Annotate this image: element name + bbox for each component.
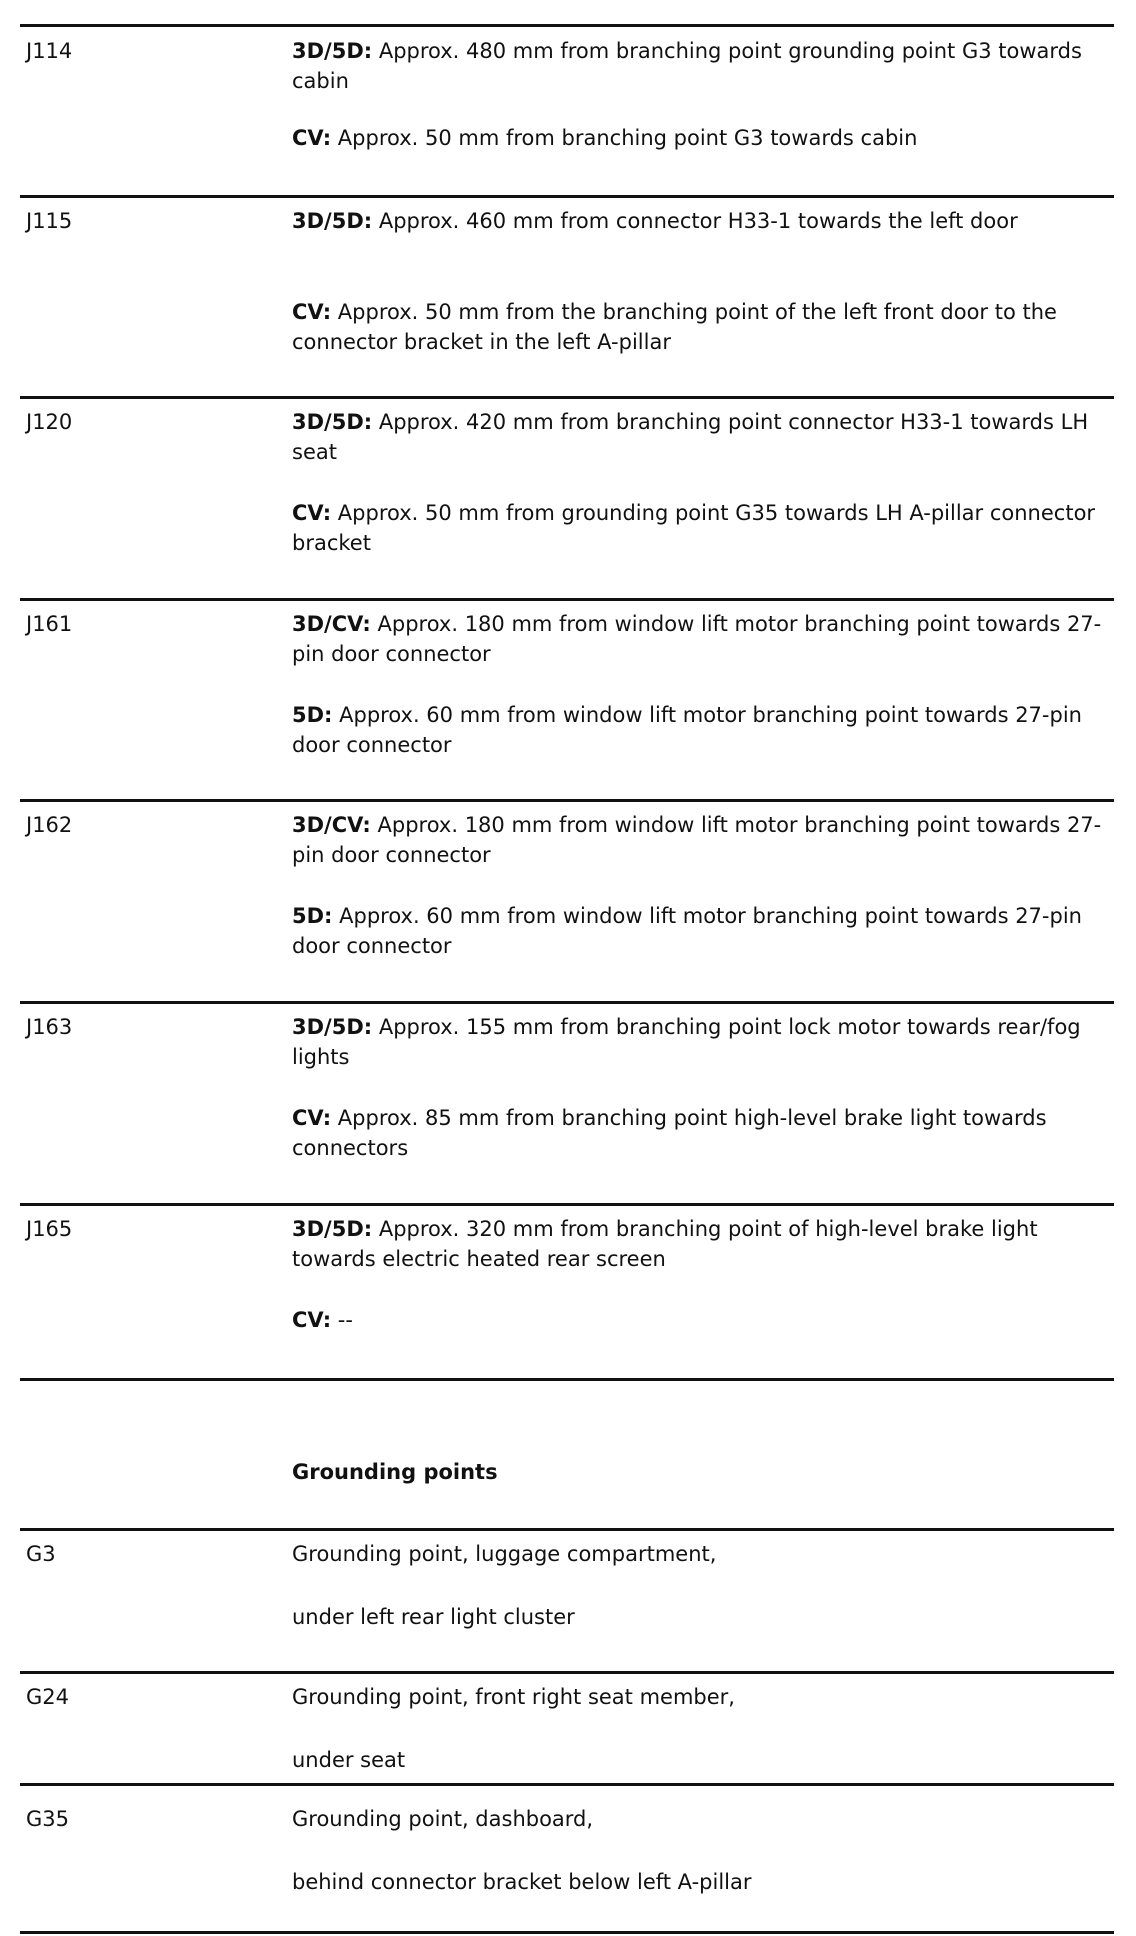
grounding-line: under seat [292,1748,406,1772]
note-text: Approx. 420 mm from branching point connector H33-1 towards LH seat [292,410,1089,464]
note-prefix: 3D/5D: [292,410,373,434]
junction-note [292,901,1112,961]
junction-note [292,498,1112,558]
junction-note [292,206,1112,236]
junction-note [292,1103,1112,1163]
row-divider [20,1783,1114,1786]
note-text: Approx. 320 mm from branching point of high-level brake light towards electric heated rear screen [292,1217,1038,1271]
note-prefix: CV: [292,501,332,525]
row-divider [20,1528,1114,1531]
junction-code: J165 [26,1217,73,1241]
row-divider [20,1378,1114,1381]
grounding-line: Grounding point, dashboard, [292,1807,594,1831]
note-text: Approx. 85 mm from branching point high-level brake light towards connectors [292,1106,1047,1160]
junction-code: J162 [26,813,73,837]
row-divider [20,799,1114,802]
note-text: Approx. 180 mm from window lift motor branching point towards 27-pin door connector [292,813,1102,867]
note-prefix: 3D/CV: [292,612,371,636]
note-text: -- [331,1308,353,1332]
junction-note [292,123,1112,153]
row-divider [20,598,1114,601]
grounding-line: under left rear light cluster [292,1605,575,1629]
junction-note [292,810,1112,870]
junction-note [292,297,1112,357]
grounding-code: G24 [26,1685,69,1709]
note-text: Approx. 60 mm from window lift motor branching point towards 27-pin door connector [292,703,1082,757]
note-text: Approx. 60 mm from window lift motor branching point towards 27-pin door connector [292,904,1082,958]
note-prefix: 3D/5D: [292,209,373,233]
note-text: Approx. 480 mm from branching point grounding point G3 towards cabin [292,39,1082,93]
grounding-line: Grounding point, front right seat member, [292,1685,735,1709]
note-text: Approx. 460 mm from connector H33-1 towards the left door [372,209,1018,233]
junction-code: J114 [26,39,73,63]
note-prefix: 3D/5D: [292,39,373,63]
note-prefix: 3D/5D: [292,1015,373,1039]
note-prefix: CV: [292,1308,332,1332]
junction-note [292,1012,1112,1072]
row-divider [20,1001,1114,1004]
row-divider [20,1671,1114,1674]
junction-note [292,36,1112,96]
note-prefix: 5D: [292,904,333,928]
grounding-code: G3 [26,1542,56,1566]
grounding-line: Grounding point, luggage compartment, [292,1542,717,1566]
junction-note [292,1214,1112,1274]
note-text: Approx. 50 mm from grounding point G35 towards LH A-pillar connector bracket [292,501,1096,555]
junction-note [292,1305,1112,1335]
junction-code: J161 [26,612,73,636]
grounding-line: behind connector bracket below left A-pillar [292,1870,752,1894]
note-text: Approx. 155 mm from branching point lock motor towards rear/fog lights [292,1015,1081,1069]
row-divider [20,1203,1114,1206]
note-text: Approx. 50 mm from branching point G3 towards cabin [331,126,918,150]
row-divider [20,396,1114,399]
junction-note [292,609,1112,669]
junction-note [292,700,1112,760]
row-divider [20,195,1114,198]
section-title: Grounding points [292,1460,498,1484]
row-divider [20,1931,1114,1934]
note-prefix: 3D/CV: [292,813,371,837]
note-prefix: CV: [292,300,332,324]
note-prefix: CV: [292,1106,332,1130]
note-prefix: 5D: [292,703,333,727]
junction-code: J115 [26,209,73,233]
note-text: Approx. 50 mm from the branching point of the left front door to the connector bracket in the left A-pillar [292,300,1057,354]
note-prefix: 3D/5D: [292,1217,373,1241]
junction-code: J120 [26,410,73,434]
note-text: Approx. 180 mm from window lift motor branching point towards 27-pin door connector [292,612,1102,666]
junction-note [292,407,1112,467]
junction-code: J163 [26,1015,73,1039]
note-prefix: CV: [292,126,332,150]
grounding-code: G35 [26,1807,69,1831]
row-divider [20,24,1114,27]
